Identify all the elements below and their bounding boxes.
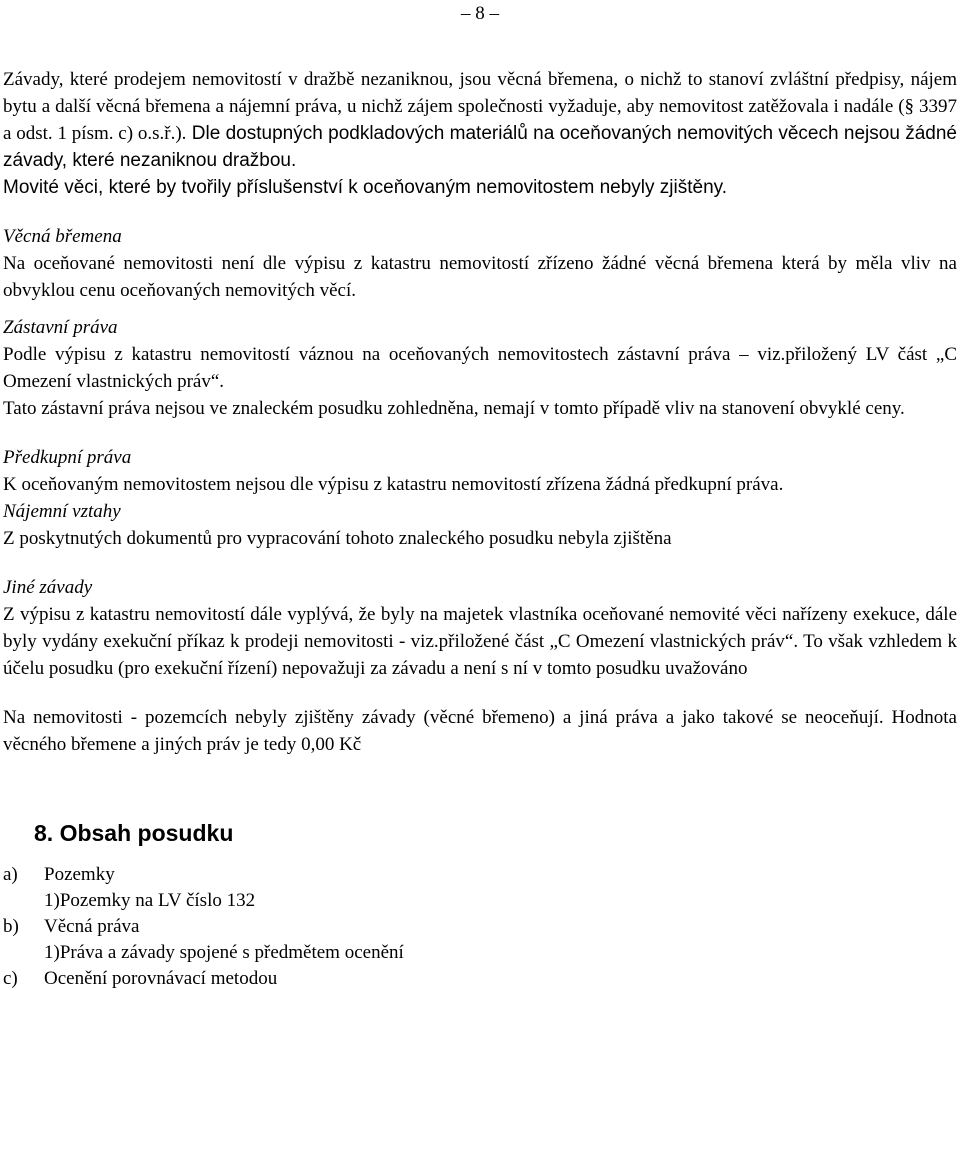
jine-zavady-text: Z výpisu z katastru nemovitostí dále vyplývá, že byly na majetek vlastníka oceňované nemovité věci nařízeny exekuce, dále byly vydány exekuční příkaz k prodeji nemovitosti - viz.přiložené část „C Omezení vlastnických práv“. To však vzhledem k účelu posudku (pro exekuční řízení) nepovažuji za závadu a není s ní v tomto posudku uvažováno <box>3 604 957 679</box>
list-item <box>3 966 957 992</box>
page-number: – 8 – <box>461 3 499 24</box>
list-item-marker: b) <box>3 916 19 937</box>
section-heading-najemni-vztahy: Nájemní vztahy <box>3 501 121 522</box>
list-sub-item: 1)Práva a závady spojené s předmětem ocenění <box>44 942 404 963</box>
list-item-label: Ocenění porovnávací metodou <box>44 968 278 989</box>
list-item <box>3 914 957 966</box>
movable-items-paragraph: Movité věci, které by tvořily příslušenství k oceňovaným nemovitostem nebyly zjištěny. <box>3 177 728 198</box>
section-heading-jine-zavady: Jiné závady <box>3 577 93 598</box>
intro-text-finding: Dle dostupných podkladových materiálů na oceňovaných nemovitých věcech nejsou žádné závady, které nezaniknou dražbou. <box>3 123 957 171</box>
zastavni-prava-note: Tato zástavní práva nejsou ve znaleckém posudku zohledněna, nemají v tomto případě vliv na stanovení obvyklé ceny. <box>3 398 905 419</box>
contents-list <box>3 862 957 992</box>
list-item <box>3 862 957 914</box>
list-item-marker: c) <box>3 968 18 989</box>
vecna-bremena-text: Na oceňované nemovitosti není dle výpisu z katastru nemovitostí zřízeno žádné věcná břemena která by měla vliv na obvyklou cenu oceňovaných nemovitých věcí. <box>3 253 957 301</box>
list-item-marker: a) <box>3 864 18 885</box>
intro-text-legal: Závady, které prodejem nemovitostí v dražbě nezaniknou, jsou věcná břemena, o nichž to stanoví zvláštní předpisy, nájem bytu a další věcná břemena a nájemní práva, u nichž zájem společnosti vyžaduje, aby nemovitost zatěžovala i nadále (§ 3397 a odst. 1 písm. c) o.s.ř.). <box>3 69 957 144</box>
list-item-label: Pozemky <box>44 864 115 885</box>
predkupni-prava-text: K oceňovaným nemovitostem nejsou dle výpisu z katastru nemovitostí zřízena žádná předkupní práva. <box>3 474 784 495</box>
zastavni-prava-text: Podle výpisu z katastru nemovitostí váznou na oceňovaných nemovitostech zástavní práva – viz.přiložený LV část „C Omezení vlastnických práv“. <box>3 344 957 392</box>
najemni-vztahy-text: Z poskytnutých dokumentů pro vypracování tohoto znaleckého posudku nebyla zjištěna <box>3 528 672 549</box>
intro-paragraph <box>3 66 957 174</box>
document-body <box>3 66 957 992</box>
section-heading-predkupni-prava: Předkupní práva <box>3 447 132 468</box>
list-item-label: Věcná práva <box>44 916 140 937</box>
list-sub-item: 1)Pozemky na LV číslo 132 <box>44 890 256 911</box>
section-heading-vecna-bremena: Věcná břemena <box>3 226 122 247</box>
summary-paragraph: Na nemovitosti - pozemcích nebyly zjištěny závady (věcné břemeno) a jiná práva a jako takové se neoceňují. Hodnota věcného břemene a jiných práv je tedy 0,00 Kč <box>3 707 957 755</box>
section-heading-zastavni-prava: Zástavní práva <box>3 317 118 338</box>
section-title-obsah-posudku: 8. Obsah posudku <box>34 820 234 846</box>
